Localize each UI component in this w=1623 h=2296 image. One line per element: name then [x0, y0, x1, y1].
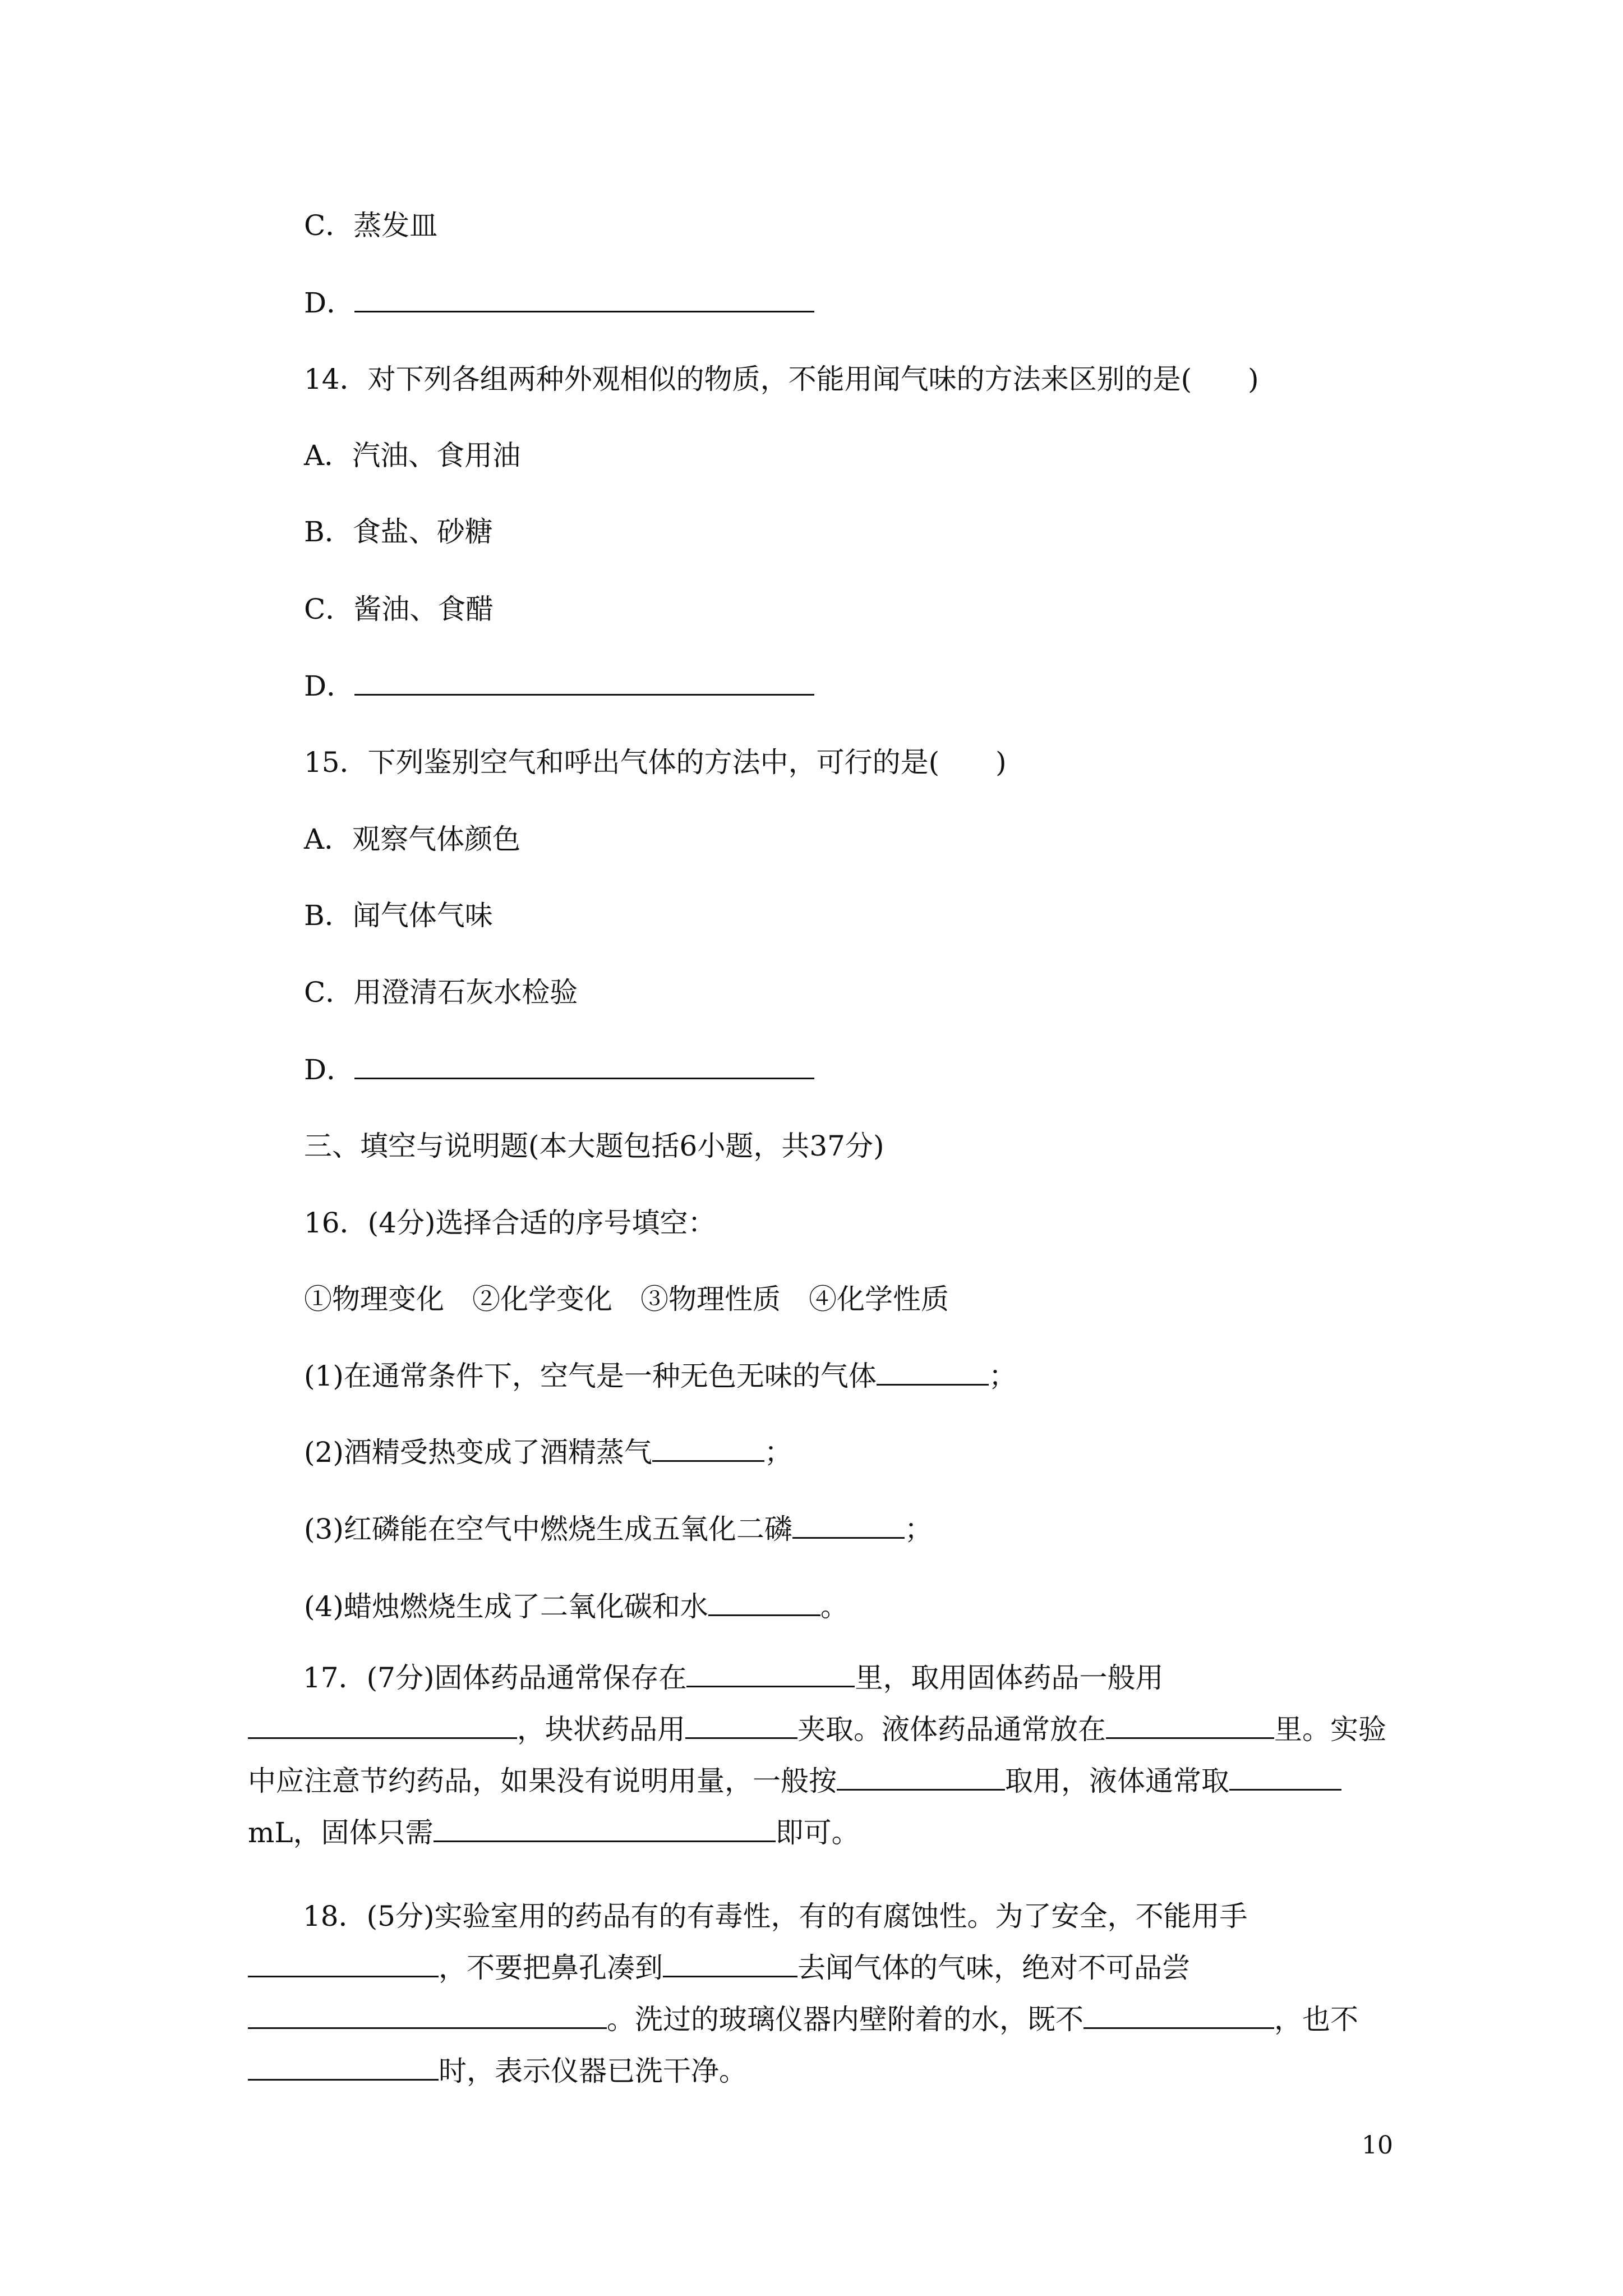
answer-blank[interactable] — [354, 288, 814, 312]
q15-stem: 15．下列鉴别空气和呼出气体的方法中，可行的是( ) — [304, 746, 1007, 779]
answer-blank[interactable] — [354, 1055, 814, 1079]
answer-blank[interactable] — [1229, 1766, 1341, 1791]
answer-blank[interactable] — [354, 671, 814, 696]
answer-blank[interactable] — [877, 1361, 989, 1386]
q16-sub-4: (4)蜡烛燃烧生成了二氧化碳和水 。 — [304, 1590, 849, 1623]
answer-blank[interactable] — [248, 1953, 439, 1977]
q16-sub-1: (1)在通常条件下，空气是一种无色无味的气体 ； — [304, 1360, 1017, 1392]
q14-option-c: C．酱油、食醋 — [304, 593, 494, 625]
q15-option-d: D． — [304, 1053, 814, 1087]
page-number: 10 — [1362, 2131, 1393, 2160]
answer-blank[interactable] — [685, 1715, 797, 1739]
answer-blank[interactable] — [248, 2056, 439, 2081]
answer-blank[interactable] — [792, 1515, 905, 1539]
q14-option-b: B．食盐、砂糖 — [304, 516, 493, 548]
answer-blank[interactable] — [686, 1663, 855, 1687]
answer-blank[interactable] — [652, 1438, 764, 1462]
answer-blank[interactable] — [248, 1715, 517, 1739]
answer-blank[interactable] — [1083, 2005, 1274, 2029]
answer-blank[interactable] — [1106, 1715, 1274, 1739]
q16-stem: 16．(4分)选择合适的序号填空： — [304, 1207, 716, 1239]
answer-blank[interactable] — [708, 1592, 820, 1616]
q16-options: ①物理变化 ②化学变化 ③物理性质 ④化学性质 — [304, 1283, 949, 1315]
q13-option-d: D． — [304, 286, 814, 320]
answer-blank[interactable] — [434, 1818, 776, 1842]
q13-option-c: C．蒸发皿 — [304, 209, 438, 242]
q14-option-d: D． — [304, 669, 814, 703]
q17-paragraph: 17．(7分)固体药品通常保存在 里，取用固体药品一般用，块状药品用 夹取。液体药品通常放在 里。实验中应注意节约药品，如果没有说明用量，一般按 取用，液体通常取mL，固体只需 即可。 — [248, 1662, 1386, 1849]
answer-blank[interactable] — [663, 1953, 797, 1977]
q18-paragraph: 18．(5分)实验室用的药品有的有毒性，有的有腐蚀性。为了安全，不能用手，不要把鼻孔凑到 去闻气体的气味，绝对不可品尝。洗过的玻璃仪器内壁附着的水，既不 ，也不时，表示仪器已洗干净。 — [248, 1890, 1392, 2097]
section-3-title: 三、填空与说明题(本大题包括6小题，共37分) — [304, 1130, 884, 1162]
q15-option-b: B．闻气体气味 — [304, 899, 493, 932]
q15-option-a: A．观察气体颜色 — [304, 823, 521, 855]
q16-sub-3: (3)红磷能在空气中燃烧生成五氧化二磷 ； — [304, 1513, 933, 1545]
q16-sub-2: (2)酒精受热变成了酒精蒸气 ； — [304, 1436, 792, 1469]
q15-option-c: C．用澄清石灰水检验 — [304, 976, 578, 1009]
answer-blank[interactable] — [837, 1766, 1005, 1791]
q14-stem: 14．对下列各组两种外观相似的物质，不能用闻气味的方法来区别的是( ) — [304, 363, 1259, 395]
answer-blank[interactable] — [248, 2005, 607, 2029]
q14-option-a: A．汽油、食用油 — [304, 439, 521, 472]
